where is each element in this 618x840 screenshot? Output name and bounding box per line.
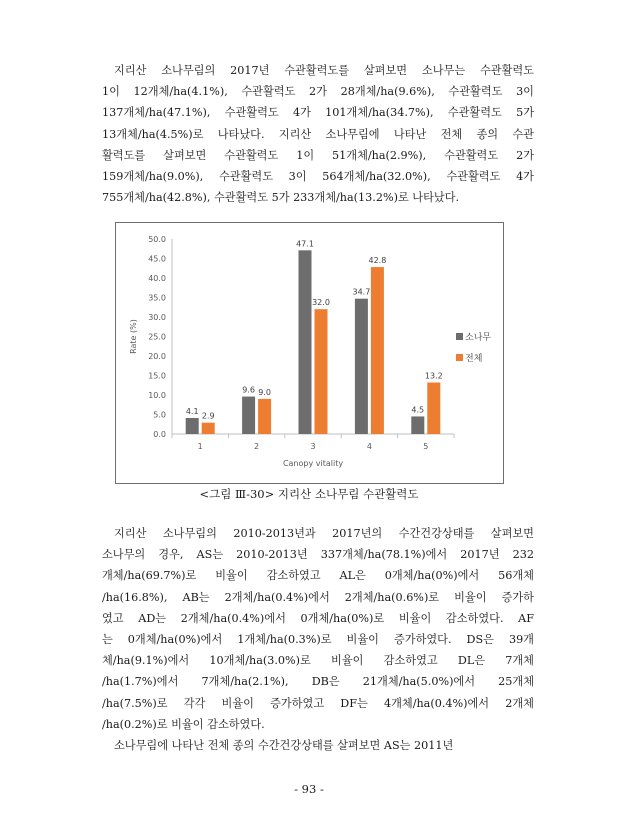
legend-label: 소나무 [465, 333, 492, 343]
bar-total [427, 383, 440, 434]
text-line: 1이 12개체/ha(4.1%), 수관활력도 2가 28개체/ha(9.6%), 수관활력도 3이 [102, 85, 534, 99]
data-label: 13.2 [424, 371, 443, 381]
paragraph-stem-health-all-species [102, 735, 534, 756]
text-line: 지리산 소나무림의 2017년 수관활력도를 살펴보면 소나무는 수관활력도 [114, 64, 534, 77]
y-tick-label: 40.0 [148, 274, 166, 283]
text-line: /ha(16.8%), AB는 2개체/ha(0.4%)에서 2개체/ha(0.6%)로 비율이 증가하 [102, 590, 534, 604]
text-line: 소나무의 경우, AS는 2010-2013년 337개체/ha(78.1%)에서 2017년 232 [102, 548, 534, 562]
canopy-vitality-chart [115, 222, 504, 484]
data-label: 32.0 [312, 298, 330, 308]
y-tick-label: 45.0 [148, 254, 166, 264]
bar-pine [242, 397, 255, 434]
text-line: 13개체/ha(4.5%)로 나타났다. 지리산 소나무림에 나타난 전체 종의 수관 [102, 127, 534, 141]
paragraph-canopy-vitality [102, 60, 534, 208]
x-tick-label: 1 [197, 442, 203, 451]
text-line: /ha(7.5%)로 각각 비율이 증가하였고 DF는 4개체/ha(0.4%)에서 2개체 [102, 696, 534, 710]
data-label: 42.8 [368, 256, 387, 266]
bar-total [315, 309, 328, 434]
data-label: 9.0 [258, 387, 271, 397]
text-line: /ha(1.7%)에서 7개체/ha(2.1%), DB은 21개체/ha(5.0%)에서 25개체 [102, 675, 534, 689]
bar-pine [355, 299, 368, 434]
text-line: 지리산 소나무림의 2010-2013년과 2017년의 수간건강상태를 살펴보면 [114, 527, 534, 540]
bar-chart-svg [116, 223, 503, 483]
y-tick-label: 10.0 [148, 391, 166, 400]
text-line: /ha(0.2%)로 비율이 감소하였다. [102, 717, 265, 731]
x-axis-title: Canopy vitality [282, 459, 344, 468]
text-line: 활력도를 살펴보면 수관활력도 1이 51개체/ha(2.9%), 수관활력도 2가 [102, 148, 534, 162]
x-tick-label: 4 [366, 442, 372, 451]
bar-total [202, 423, 215, 434]
figure-caption: <그림 Ⅲ-30> 지리산 소나무림 수관활력도 [199, 487, 419, 501]
bar-pine [411, 416, 424, 434]
data-label: 4.1 [185, 407, 199, 417]
x-tick-label: 2 [254, 442, 260, 451]
text-line: 체/ha(9.1%)에서 10개체/ha(3.0%)로 비율이 감소하였고 DL은 7개체 [102, 654, 534, 668]
y-tick-label: 50.0 [148, 235, 166, 244]
text-line: 755개체/ha(42.8%), 수관활력도 5가 233개체/ha(13.2%)로 나타났다. [102, 191, 460, 205]
text-line: 137개체/ha(47.1%), 수관활력도 4가 101개체/ha(34.7%), 수관활력도 5가 [102, 106, 534, 120]
legend-swatch [456, 354, 463, 361]
bar-pine [299, 250, 312, 434]
bar-total [258, 399, 271, 434]
data-label: 9.6 [242, 385, 255, 395]
y-tick-label: 0.0 [153, 430, 166, 439]
legend-swatch [456, 333, 463, 340]
y-tick-label: 25.0 [148, 332, 166, 342]
data-label: 4.5 [411, 405, 425, 415]
paragraph-stem-health [102, 523, 534, 735]
bar-pine [186, 418, 199, 434]
page-number: - 93 - [294, 782, 324, 796]
text-line: 는 0개체/ha(0%)에서 1개체/ha(0.3%)로 비율이 증가하였다. DS은 39개 [102, 633, 534, 647]
text-line: 였고 AD는 2개체/ha(0.4%)에서 0개체/ha(0%)로 비율이 감소하였다. AF [102, 611, 534, 625]
data-label: 34.7 [352, 287, 371, 297]
legend-label: 전체 [465, 354, 483, 364]
y-tick-label: 35.0 [148, 293, 166, 303]
bar-total [371, 267, 384, 434]
text-line: 소나무림에 나타난 전체 종의 수간건강상태를 살펴보면 AS는 2011년 [114, 739, 454, 752]
y-tick-label: 15.0 [148, 371, 166, 381]
text-line: 159개체/ha(9.0%), 수관활력도 3이 564개체/ha(32.0%), 수관활력도 4가 [102, 170, 534, 184]
x-tick-label: 5 [423, 442, 429, 451]
x-tick-label: 3 [310, 442, 316, 451]
data-label: 2.9 [201, 411, 215, 421]
y-tick-label: 30.0 [148, 313, 166, 322]
y-tick-label: 20.0 [148, 352, 166, 361]
text-line: 개체/ha(69.7%)로 비율이 감소하였고 AL은 0개체/ha(0%)에서 56개체 [102, 569, 534, 583]
y-tick-label: 5.0 [153, 410, 166, 420]
data-label: 47.1 [296, 239, 314, 249]
y-axis-title: Rate (%) [129, 319, 138, 354]
